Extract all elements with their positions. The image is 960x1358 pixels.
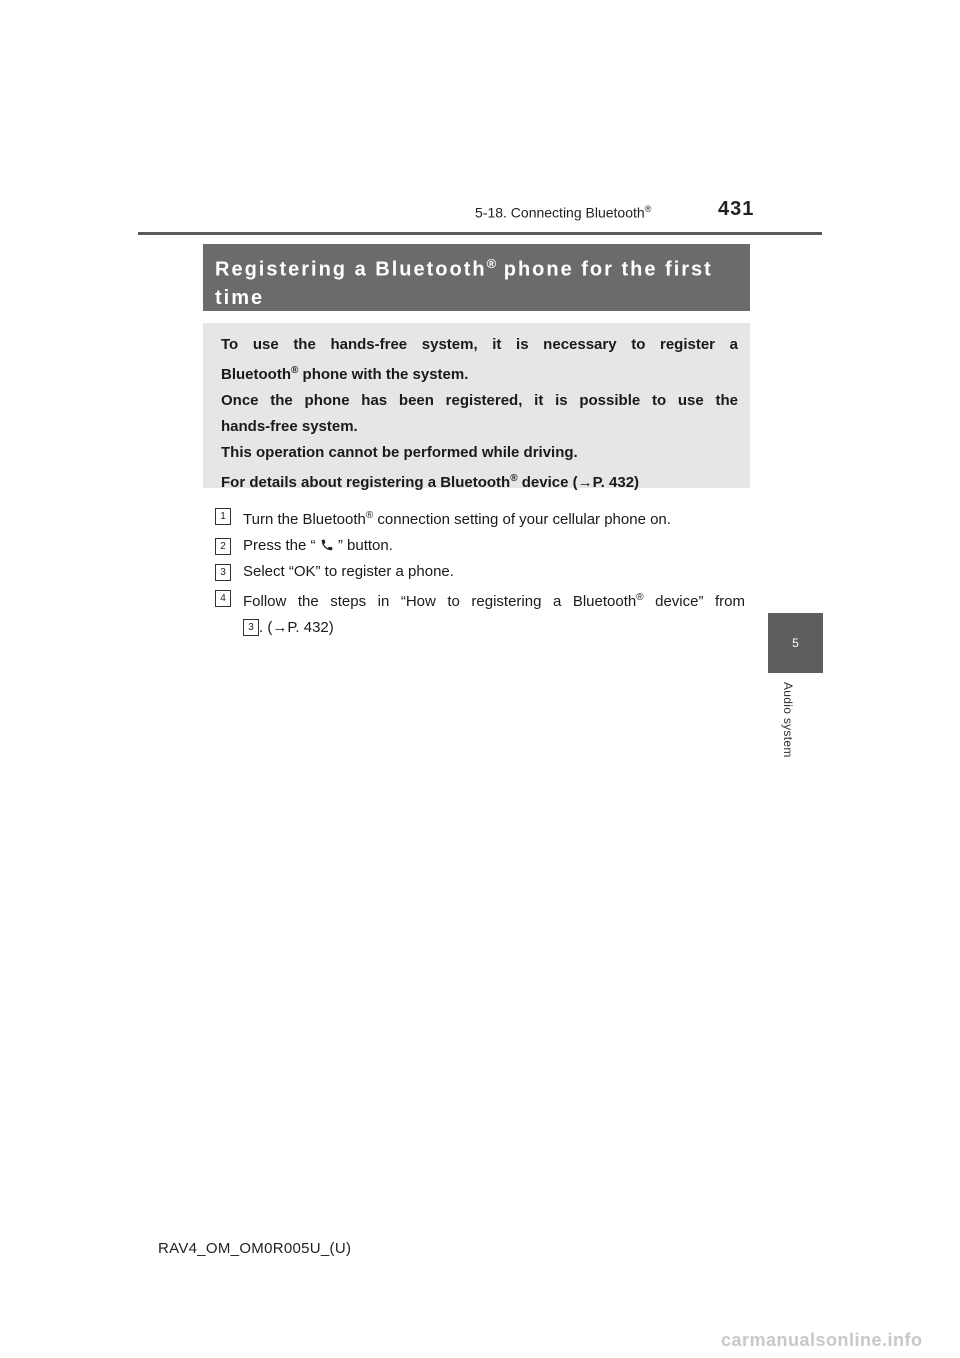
- intro-text: phone with the system.: [298, 366, 469, 383]
- intro-text: For details about registering a Bluetooth: [221, 474, 511, 491]
- step-text: Follow the steps in “How to registering a Bluetooth: [243, 593, 637, 610]
- page-reference-link[interactable]: P. 432): [287, 619, 334, 636]
- registered-mark: ®: [510, 473, 518, 484]
- steps-list: [215, 503, 745, 641]
- arrow-icon: →: [577, 474, 593, 491]
- step-3: [215, 559, 745, 585]
- intro-box: [203, 323, 750, 491]
- step-4-line-1: [243, 585, 745, 615]
- registered-mark: ®: [644, 204, 652, 214]
- intro-paragraph-1-line-2: [221, 359, 738, 387]
- step-4: [215, 585, 745, 641]
- phone-handset-icon: [320, 535, 334, 549]
- intro-text: Bluetooth: [221, 366, 291, 383]
- step-number-badge: 3: [215, 564, 231, 581]
- header-chapter-title: [475, 204, 651, 221]
- page-reference-link[interactable]: P. 432): [592, 474, 640, 491]
- chapter-tab[interactable]: [768, 613, 823, 673]
- intro-paragraph-1-line-1: To use the hands-free system, it is necessary to register a: [221, 336, 738, 353]
- section-heading-line2: time: [215, 286, 265, 309]
- heading-text: phone for the first: [496, 258, 713, 281]
- arrow-icon: →: [272, 619, 288, 636]
- manual-code: RAV4_OM_OM0R005U_(U): [158, 1240, 352, 1257]
- step-text: Press the “: [243, 537, 320, 554]
- registered-mark: ®: [365, 510, 374, 521]
- step-number-badge: 2: [215, 538, 231, 555]
- step-text: Select “OK” to register a phone.: [243, 563, 454, 580]
- chapter-tab-number: 5: [792, 636, 799, 650]
- page-number: 431: [718, 198, 755, 220]
- section-heading: [203, 244, 750, 311]
- registered-mark: ®: [486, 256, 497, 271]
- intro-paragraph-2-line-1: Once the phone has been registered, it is possible to use the: [221, 392, 738, 409]
- watermark: carmanualsonline.info: [721, 1330, 923, 1350]
- step-text: connection setting of your cellular phone on.: [373, 511, 671, 528]
- step-text: ” button.: [333, 537, 393, 554]
- registered-mark: ®: [290, 365, 299, 376]
- chapter-title-text: 5-18. Connecting Bluetooth: [475, 204, 645, 221]
- registered-mark: ®: [636, 592, 644, 603]
- step-number-badge: 1: [215, 508, 231, 525]
- step-number-badge: 4: [215, 590, 231, 607]
- intro-paragraph-2-line-2: hands-free system.: [221, 418, 358, 435]
- header-divider: [138, 232, 822, 235]
- step-text: Turn the Bluetooth: [243, 511, 366, 528]
- chapter-tab-label: Audio system: [781, 682, 795, 758]
- step-2: [215, 533, 745, 559]
- step-text: device” from: [643, 593, 745, 610]
- section-heading-line1: [215, 250, 738, 284]
- step-1: [215, 503, 745, 533]
- intro-paragraph-4: [221, 467, 738, 495]
- step-reference-badge[interactable]: 3: [243, 619, 259, 636]
- step-4-line-2: [243, 615, 745, 641]
- heading-text: Registering a Bluetooth: [215, 258, 487, 281]
- step-text: . (: [259, 619, 273, 636]
- intro-paragraph-3: This operation cannot be performed while driving.: [221, 444, 578, 461]
- intro-text: device (: [517, 474, 578, 491]
